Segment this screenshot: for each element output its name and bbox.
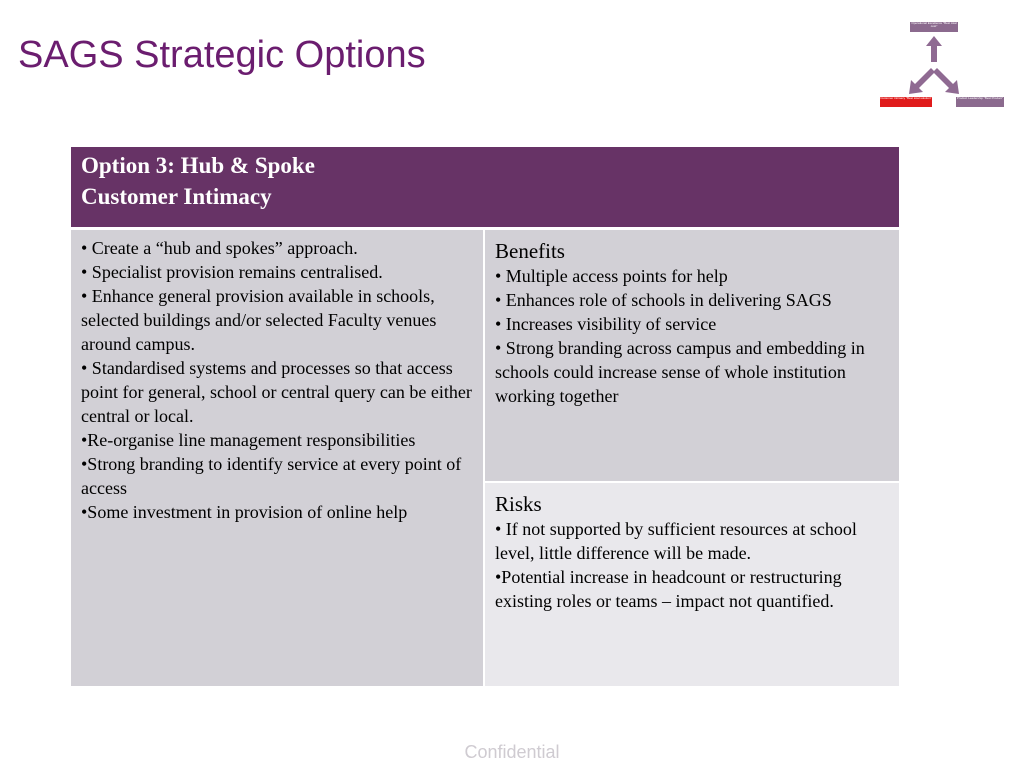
risks-cell — [485, 483, 899, 686]
description-cell — [71, 230, 483, 686]
option-header — [71, 147, 899, 227]
slide-title: SAGS Strategic Options — [18, 34, 426, 76]
description-item: •Some investment in provision of online help — [81, 502, 408, 522]
up-arrow-icon — [926, 36, 942, 62]
down-right-arrow-icon — [933, 68, 959, 94]
option-table — [71, 147, 899, 686]
confidential-footer: Confidential — [464, 742, 560, 762]
description-item: • Standardised systems and processes so that access point for general, school or central query can be either central or local. — [81, 358, 472, 426]
customer-intimacy-box: Customer intimacy "Best total solution" — [880, 97, 932, 107]
option-subtitle: Customer Intimacy — [81, 184, 272, 209]
description-item: • Create a “hub and spokes” approach. — [81, 238, 358, 258]
description-item: • Specialist provision remains centralised. — [81, 262, 383, 282]
description-item: •Re-organise line management responsibilities — [81, 430, 416, 450]
description-item: •Strong branding to identify service at every point of access — [81, 454, 462, 498]
strategy-triangle-diagram — [878, 18, 1008, 114]
benefit-item: • Increases visibility of service — [495, 314, 717, 334]
risk-item: •Potential increase in headcount or restructuring existing roles or teams – impact not quantified. — [495, 567, 842, 611]
option-title: Option 3: Hub & Spoke — [81, 153, 315, 178]
benefit-item: • Multiple access points for help — [495, 266, 728, 286]
benefits-cell — [485, 230, 899, 481]
benefits-heading: Benefits — [495, 239, 565, 263]
product-leadership-box: Product Leadership "Best Product" — [956, 97, 1004, 107]
benefit-item: • Enhances role of schools in delivering SAGS — [495, 290, 832, 310]
benefit-item: • Strong branding across campus and embedding in schools could increase sense of whole institution working together — [495, 338, 865, 406]
operational-excellence-box: Operational Excellence "Best total cost" — [910, 22, 958, 32]
down-left-arrow-icon — [909, 68, 935, 94]
risk-item: • If not supported by sufficient resources at school level, little difference will be made. — [495, 519, 857, 563]
description-item: • Enhance general provision available in schools, selected buildings and/or selected Faculty venues around campus. — [81, 286, 437, 354]
risks-heading: Risks — [495, 492, 542, 516]
